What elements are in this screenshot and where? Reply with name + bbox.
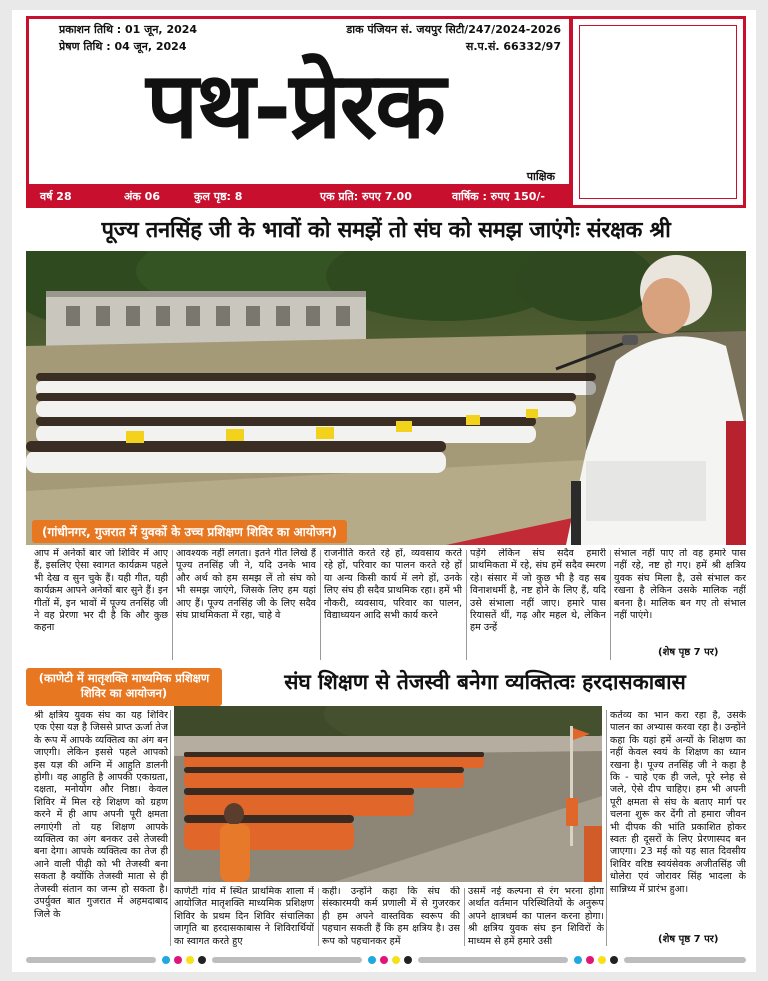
story2-under-photo-2: कही। उन्होंने कहा कि संघ की संस्कारमयी कर्म प्रणाली में से गुजरकर ही हम अपने वास्तविक स्वरूप की पहचान सकती हैं कि हम क्षत्रिय है। उस रूप को पहचानकर हमें xyxy=(322,886,460,947)
masthead xyxy=(26,16,572,192)
story2-headline: संघ शिक्षण से तेजस्वी बनेगा व्यक्तित्वः हरदासकाबास xyxy=(284,670,686,694)
story2-photo xyxy=(174,706,602,882)
column-rule xyxy=(170,710,171,946)
registration-block xyxy=(346,21,561,55)
issue-label: अंक 06 xyxy=(124,190,160,203)
postal-registration: डाक पंजियन सं. जयपुर सिटी/247/2024-2026 xyxy=(346,23,561,36)
story1-headline: पूज्य तनसिंह जी के भावों को समझें तो संघ को समझ जाएंगेः संरक्षक श्री xyxy=(101,218,671,243)
column-rule xyxy=(172,550,173,660)
newspaper-page xyxy=(12,10,756,972)
story2-continued: (शेष पृष्ठ 7 पर) xyxy=(658,934,719,945)
story1-continued: (शेष पृष्ठ 7 पर) xyxy=(658,647,719,658)
story1-column-1: आप में अनेकों बार जो शिविर में आए हैं, इसलिए ऐसा स्वागत कार्यक्रम पहले भी देख व सुन चुके हैं। यही गीत, यही कार्यक्रम आपने अनेकों बार सुने हैं। इन गीतों में, इन भावों में पूज्य तनसिंह जी ने वह प्रेरणा भर दी है कि और कुछ कहना xyxy=(34,548,168,634)
camp-assembly-illustration xyxy=(26,251,746,545)
column-rule xyxy=(466,550,467,660)
story1-caption: (गांधीनगर, गुजरात में युवकों के उच्च प्रशिक्षण शिविर का आयोजन) xyxy=(32,520,347,543)
story2-column-left: श्री क्षत्रिय युवक संघ का यह शिविर एक ऐसा यज्ञ है जिससे प्राप्त ऊर्जा तेज के रूप में आपके व्यक्तित्व का अंग बन जाएगी। लेकिन इससे पहले आपको इस यज्ञ की अग्नि में आहुति डालनी होगी। वह आहुति है आपकी एकाग्रता, दक्षता, मनोयोग और निष्ठा। केवल शिविर में मिल रहे शिक्षण को ग्रहण करने में ही आप अपनी पूरी क्षमता लगाएंगी तो यह शिक्षण आपके व्यक्तित्व का अंग बनकर उसे तेजस्वी बना देगा। आपके व्यक्तित्व का तेज ही आने वाली पीढ़ी को भी तेजस्वी बना सकता है क्योंकि तेजस्वी माता से ही तेजस्वी संतान का जन्म हो सकता है। उपर्युक्त बात गुजरात में अहमदाबाद जिले के xyxy=(34,710,168,920)
info-bar xyxy=(26,184,572,208)
registration-strip xyxy=(26,954,746,966)
story1-column-2: आवश्यक नहीं लगता। इतने गीत लिखे हैं पूज्य तनसिंह जी ने, यदि उनके भाव और अर्थ को हम समझ लें तो संघ को भी समझ जाएंगे, जिसके लिए हम यहां आए हैं। पूज्य तनसिंह जी के लिए सदैव संघ प्राथमिकता में रहा, चाहे वे xyxy=(176,548,316,622)
story2-under-photo-1: काणेटी गांव में स्थित प्राथमिक शाला में आयोजित मातृशक्ति माध्यमिक प्रशिक्षण शिविर के प्रथम दिन शिविर संचालिका जागृति बा हरदासकाबास ने शिविरार्थियों का स्वागत करते हुए xyxy=(174,886,314,947)
column-rule xyxy=(606,710,607,946)
sps-number: स.प.सं. 66332/97 xyxy=(465,40,561,53)
column-rule xyxy=(320,550,321,660)
price-label: एक प्रति: रुपए 7.00 xyxy=(320,190,412,203)
column-rule xyxy=(464,888,465,946)
annual-label: वार्षिक : रुपए 150/- xyxy=(452,190,545,203)
women-training-illustration xyxy=(174,706,602,882)
dispatch-date: प्रेषण तिथि : 04 जून, 2024 xyxy=(59,40,187,53)
story1-photo xyxy=(26,251,746,545)
address-box-inner xyxy=(579,25,737,199)
date-block xyxy=(59,21,197,55)
publish-date: प्रकाशन तिथि : 01 जून, 2024 xyxy=(59,23,198,36)
story1-column-5: संभाल नहीं पाए तो वह हमारे पास नहीं रहे, नष्ट हो गए। हमें श्री क्षत्रिय युवक संघ मिला है, उसे संभाल कर रखना है लेकिन उसके मालिक नहीं बनना है। मालिक बन गए तो संभाल नहीं पाएंगे। xyxy=(614,548,746,622)
story2-column-right: कर्तव्य का भान करा रहा है, उसके पालन का अभ्यास करवा रहा है। उन्होंने कहा कि यहां हमें अन्यों के शिक्षण का नहीं केवल स्वयं के शिक्षण का ध्यान रखना है। पूज्य तनसिंह जी ने कहा है कि - चाहे एक ही जले, पूरे स्नेह से जले, ऐसे दीप चाहिए। हम भी अपनी पूरी क्षमता से संघ के बताए मार्ग पर चलना शुरू कर देंगी तो हमारा जीवन भी दीपक की भांति प्रकाशित होकर स्वतः ही दूसरों के लिए प्रेरणास्पद बन जाएगा। 23 मई को यह सात दिवसीय शिविर वरिष्ठ स्वयंसेवक अजीतसिंह जी धोलेरा एवं जोरावर सिंह भादला के सान्निध्य में प्रारंभ हुआ। xyxy=(610,710,746,895)
story2-label: (काणेटी में मातृशक्ति माध्यमिक प्रशिक्षण शिविर का आयोजन) xyxy=(26,668,222,706)
frequency-label: पाक्षिक xyxy=(526,170,555,183)
story1-column-4: पड़ेंगे लेकिन संघ सदैव हमारी प्राथमिकता में रहे, संघ हमें सदैव स्मरण रहे। संसार में जो कुछ भी है वह सब विनाशधर्मी है, नष्ट होने के लिए हैं, यदि उसे संभाला नहीं जाए। हमारे पास रियासतें थीं, गढ़ और महल थे, लेकिन हम उन्हें xyxy=(470,548,606,634)
column-rule xyxy=(610,550,611,660)
story1-column-3: राजनीति करते रहे हों, व्यवसाय करते रहे हों, परिवार का पालन करते रहे हों या अन्य किसी कार्य में लगे हों, उनके लिए संघ ही सदैव प्राथमिक रहा। हमें भी नौकरी, व्यवसाय, परिवार का पालन, विद्याध्ययन आदि सभी कार्य करने xyxy=(324,548,462,622)
column-rule xyxy=(318,888,319,946)
story2-under-photo-3: उसमें नई कल्पना से रंग भरना होगा अर्थात वर्तमान परिस्थितियों के अनुरूप अपने क्षात्रधर्म का पालन करना होगा। श्री क्षत्रिय युवक संघ इन शिविरों के माध्यम से हमें हमारे उसी xyxy=(468,886,604,947)
pages-label: कुल पृष्ठ: 8 xyxy=(194,190,243,203)
year-label: वर्ष 28 xyxy=(40,190,72,203)
address-box xyxy=(570,16,746,208)
newspaper-title: पथ-प्रेरक xyxy=(146,51,444,159)
